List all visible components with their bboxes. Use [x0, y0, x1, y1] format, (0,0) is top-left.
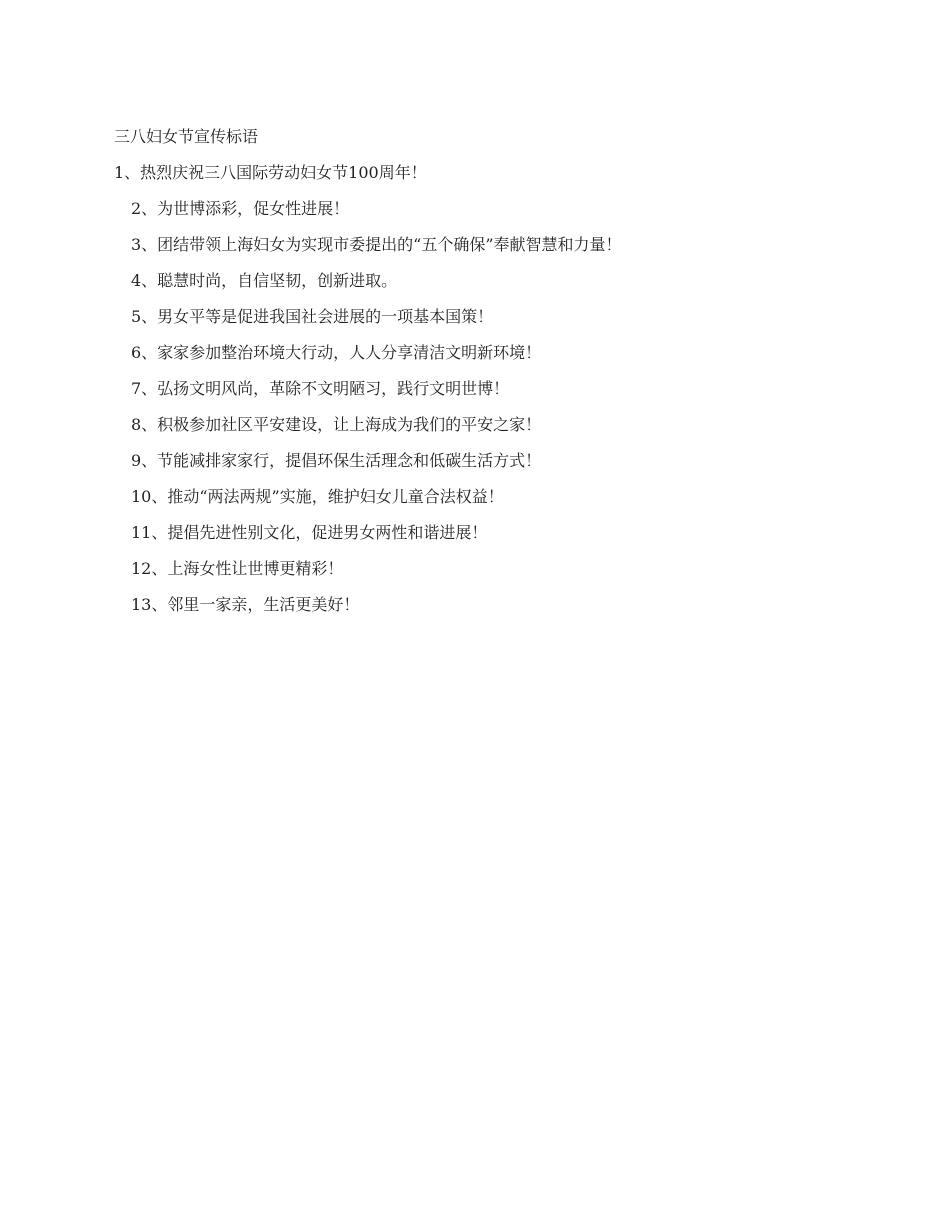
slogan-item: 4、聪慧时尚，自信坚韧，创新进取。: [131, 271, 398, 290]
slogan-item: 2、为世博添彩，促女性进展！: [131, 199, 350, 218]
document-body: [114, 124, 874, 628]
slogan-item: 6、家家参加整治环境大行动，人人分享清洁文明新环境！: [131, 343, 542, 362]
slogan-item: 13、邻里一家亲，生活更美好！: [131, 595, 360, 614]
slogan-item: 7、弘扬文明风尚，革除不文明陋习，践行文明世博！: [131, 379, 510, 398]
slogan-item: 12、上海女性让世博更精彩！: [131, 559, 344, 578]
slogan-item: 1、热烈庆祝三八国际劳动妇女节100周年！: [114, 163, 427, 182]
slogan-item: 10、推动“两法两规”实施，维护妇女儿童合法权益！: [131, 487, 504, 506]
slogan-item: 8、积极参加社区平安建设，让上海成为我们的平安之家！: [131, 415, 542, 434]
slogan-item: 5、男女平等是促进我国社会进展的一项基本国策！: [131, 307, 494, 326]
slogan-item: 11、提倡先进性别文化，促进男女两性和谐进展！: [131, 523, 488, 542]
slogan-item: 3、团结带领上海妇女为实现市委提出的“五个确保”奉献智慧和力量！: [131, 235, 622, 254]
slogan-item: 9、节能减排家家行，提倡环保生活理念和低碳生活方式！: [131, 451, 542, 470]
document-title: 三八妇女节宣传标语: [114, 127, 259, 146]
